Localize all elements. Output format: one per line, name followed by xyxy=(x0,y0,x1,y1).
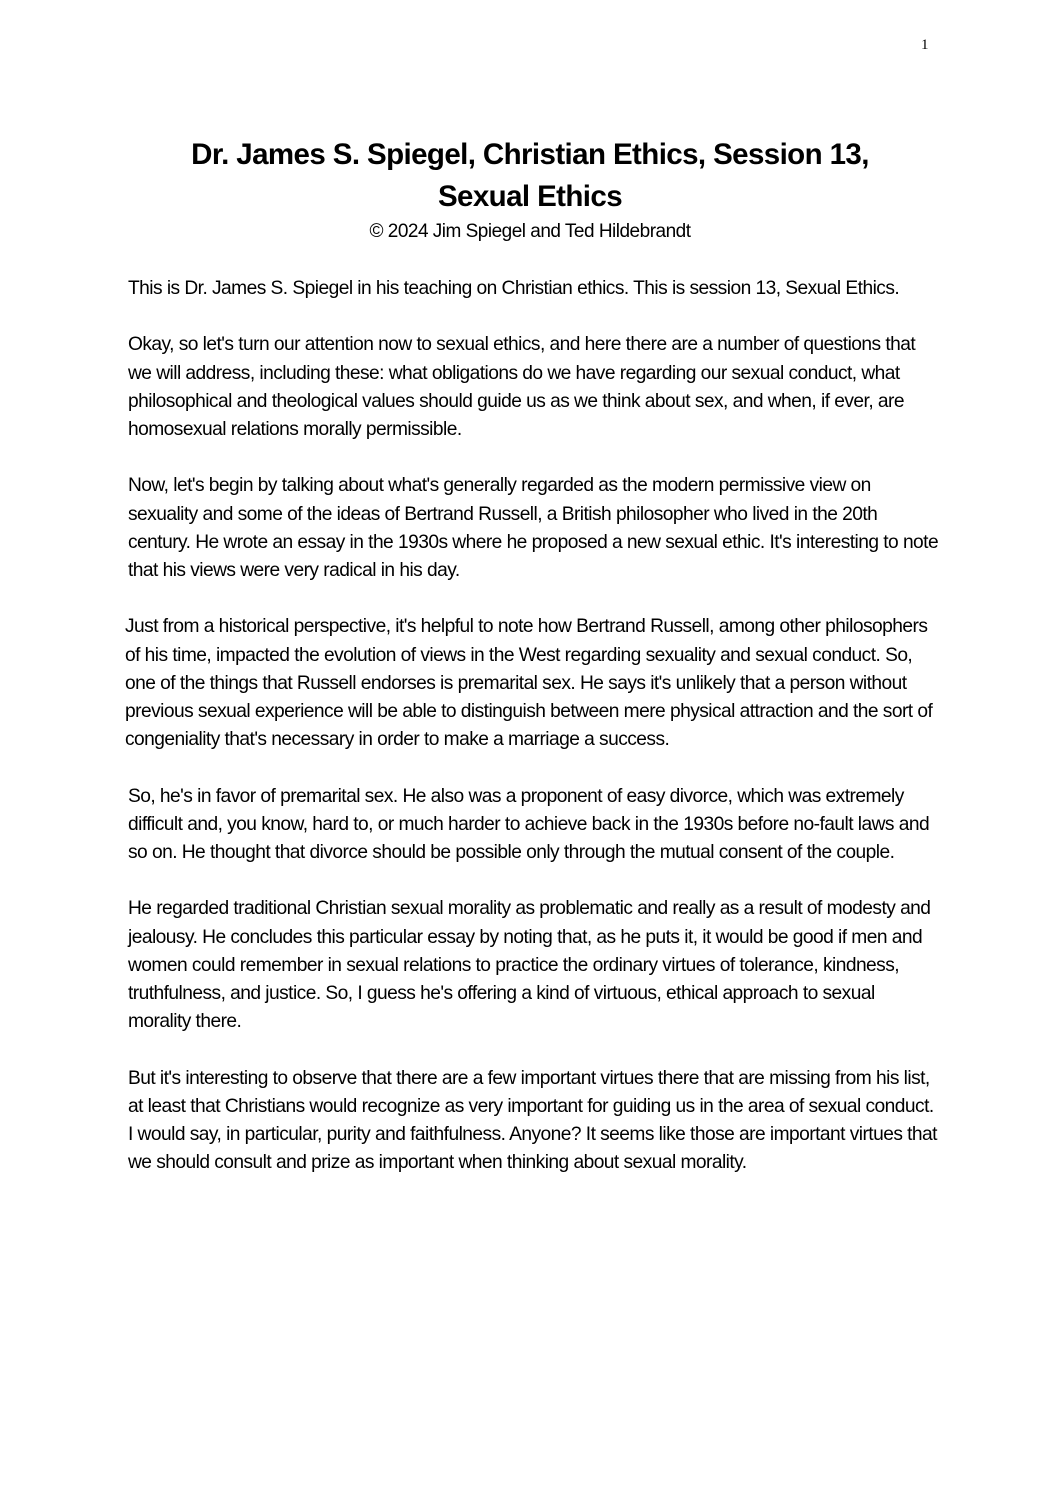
title-line-1: Dr. James S. Spiegel, Christian Ethics, Session 13, xyxy=(191,138,869,171)
paragraph: But it's interesting to observe that there are a few important virtues there that are missing from his list, at least that Christians would recognize as very important for guiding us in the area of sexual conduct. I would say, in particular, purity and faithfulness. Anyone? It seems like those are important virtues that we should consult and prize as important when thinking about sexual morality. xyxy=(128,1067,937,1174)
document-title xyxy=(120,134,940,218)
document-body xyxy=(125,275,940,1206)
title-line-2: Sexual Ethics xyxy=(437,180,623,213)
paragraph: He regarded traditional Christian sexual morality as problematic and really as a result of modesty and jealousy. He concludes this particular essay by noting that, as he puts it, it would be good if men and women could remember in sexual relations to practice the ordinary virtues of tolerance, kindness, truthfulness, and justice. So, I guess he's offering a kind of virtuous, ethical approach to sexual morality there. xyxy=(128,898,931,1033)
paragraph: Just from a historical perspective, it's helpful to note how Bertrand Russell, among other philosophers of his time, impacted the evolution of views in the West regarding sexuality and sexual conduct. So, one of the things that Russell endorses is premarital sex. He says it's unlikely that a person without previous sexual experience will be able to distinguish between mere physical attraction and the sort of congeniality that's necessary in order to make a marriage a success. xyxy=(125,616,933,751)
paragraph: So, he's in favor of premarital sex. He also was a proponent of easy divorce, which was extremely difficult and, you know, hard to, or much harder to achieve back in the 1930s before no-fault laws and so on. He thought that divorce should be possible only through the mutual consent of the couple. xyxy=(128,785,930,863)
copyright-notice: © 2024 Jim Spiegel and Ted Hildebrandt xyxy=(369,221,691,242)
paragraph: This is Dr. James S. Spiegel in his teaching on Christian ethics. This is session 13, Sexual Ethics. xyxy=(128,278,900,299)
page-number: 1 xyxy=(921,37,929,53)
paragraph: Okay, so let's turn our attention now to sexual ethics, and here there are a number of questions that we will address, including these: what obligations do we have regarding our sexual conduct, what philosophical and theological values should guide us as we think about sex, and when, if ever, are homosexual relations morally permissible. xyxy=(128,334,916,440)
paragraph: Now, let's begin by talking about what's generally regarded as the modern permissive view on sexuality and some of the ideas of Bertrand Russell, a British philosopher who lived in the 20th century. He wrote an essay in the 1930s where he proposed a new sexual ethic. It's interesting to note that his views were very radical in his day. xyxy=(128,475,939,581)
